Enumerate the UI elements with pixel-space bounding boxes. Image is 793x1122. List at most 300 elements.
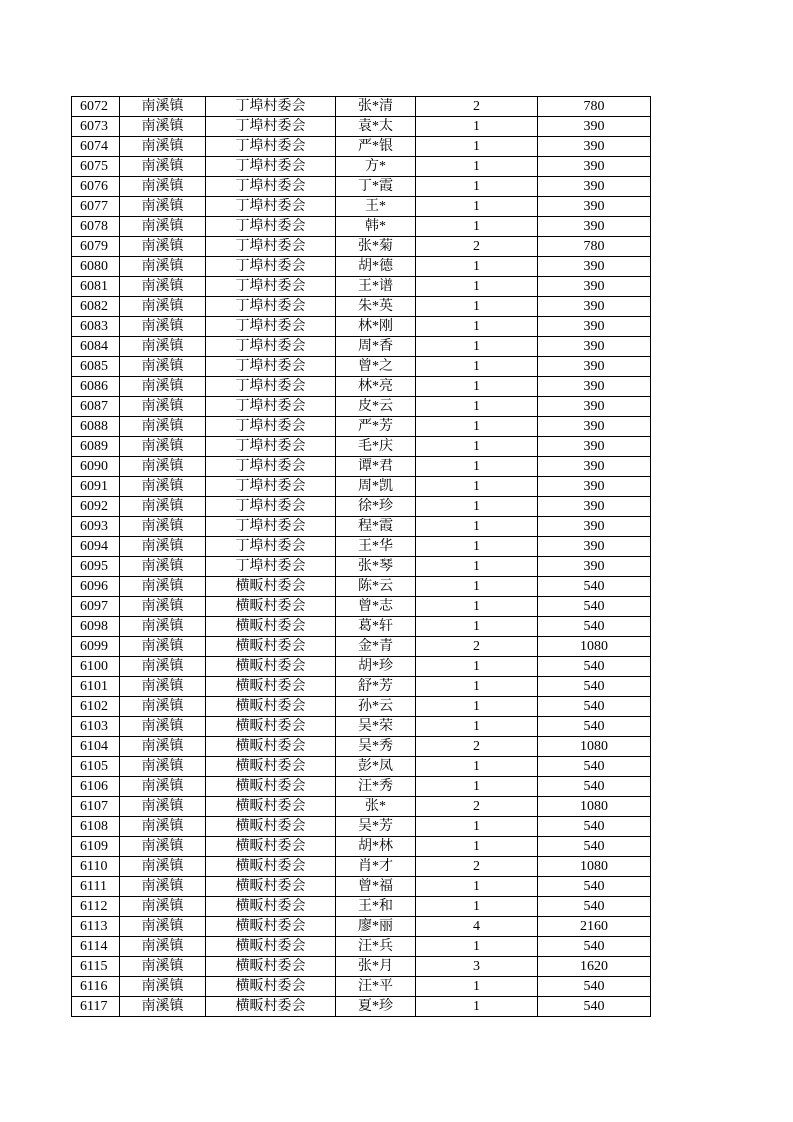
- count-cell: 1: [416, 177, 538, 197]
- town-cell: 南溪镇: [120, 917, 206, 937]
- row-number-cell: 6096: [72, 577, 120, 597]
- name-cell: 王*和: [336, 897, 416, 917]
- village-committee-cell: 横畈村委会: [206, 817, 336, 837]
- town-cell: 南溪镇: [120, 697, 206, 717]
- count-cell: 1: [416, 137, 538, 157]
- town-cell: 南溪镇: [120, 837, 206, 857]
- town-cell: 南溪镇: [120, 217, 206, 237]
- amount-cell: 540: [538, 877, 651, 897]
- name-cell: 葛*轩: [336, 617, 416, 637]
- name-cell: 曾*之: [336, 357, 416, 377]
- town-cell: 南溪镇: [120, 237, 206, 257]
- count-cell: 1: [416, 337, 538, 357]
- town-cell: 南溪镇: [120, 557, 206, 577]
- town-cell: 南溪镇: [120, 397, 206, 417]
- row-number-cell: 6080: [72, 257, 120, 277]
- amount-cell: 540: [538, 977, 651, 997]
- row-number-cell: 6117: [72, 997, 120, 1017]
- count-cell: 2: [416, 97, 538, 117]
- village-committee-cell: 丁埠村委会: [206, 317, 336, 337]
- table-row: [72, 637, 651, 657]
- row-number-cell: 6082: [72, 297, 120, 317]
- row-number-cell: 6076: [72, 177, 120, 197]
- table-row: [72, 777, 651, 797]
- row-number-cell: 6112: [72, 897, 120, 917]
- town-cell: 南溪镇: [120, 797, 206, 817]
- amount-cell: 1620: [538, 957, 651, 977]
- village-committee-cell: 丁埠村委会: [206, 277, 336, 297]
- amount-cell: 780: [538, 97, 651, 117]
- amount-cell: 390: [538, 377, 651, 397]
- table-row: [72, 377, 651, 397]
- amount-cell: 540: [538, 897, 651, 917]
- amount-cell: 540: [538, 997, 651, 1017]
- table-row: [72, 277, 651, 297]
- row-number-cell: 6098: [72, 617, 120, 637]
- amount-cell: 540: [538, 697, 651, 717]
- amount-cell: 390: [538, 497, 651, 517]
- town-cell: 南溪镇: [120, 157, 206, 177]
- count-cell: 2: [416, 737, 538, 757]
- amount-cell: 390: [538, 217, 651, 237]
- table-row: [72, 877, 651, 897]
- count-cell: 1: [416, 417, 538, 437]
- name-cell: 严*芳: [336, 417, 416, 437]
- village-committee-cell: 丁埠村委会: [206, 557, 336, 577]
- town-cell: 南溪镇: [120, 117, 206, 137]
- row-number-cell: 6100: [72, 657, 120, 677]
- amount-cell: 1080: [538, 857, 651, 877]
- town-cell: 南溪镇: [120, 817, 206, 837]
- table-row: [72, 337, 651, 357]
- village-committee-cell: 丁埠村委会: [206, 517, 336, 537]
- village-committee-cell: 丁埠村委会: [206, 197, 336, 217]
- row-number-cell: 6091: [72, 477, 120, 497]
- name-cell: 汪*平: [336, 977, 416, 997]
- count-cell: 1: [416, 377, 538, 397]
- row-number-cell: 6108: [72, 817, 120, 837]
- town-cell: 南溪镇: [120, 577, 206, 597]
- count-cell: 1: [416, 717, 538, 737]
- town-cell: 南溪镇: [120, 277, 206, 297]
- amount-cell: 780: [538, 237, 651, 257]
- amount-cell: 390: [538, 477, 651, 497]
- name-cell: 胡*德: [336, 257, 416, 277]
- village-committee-cell: 横畈村委会: [206, 757, 336, 777]
- table-body: [72, 97, 651, 1017]
- town-cell: 南溪镇: [120, 297, 206, 317]
- table-row: [72, 857, 651, 877]
- table-row: [72, 677, 651, 697]
- count-cell: 1: [416, 897, 538, 917]
- count-cell: 1: [416, 777, 538, 797]
- count-cell: 1: [416, 117, 538, 137]
- village-committee-cell: 丁埠村委会: [206, 497, 336, 517]
- name-cell: 严*银: [336, 137, 416, 157]
- town-cell: 南溪镇: [120, 197, 206, 217]
- name-cell: 张*: [336, 797, 416, 817]
- count-cell: 1: [416, 937, 538, 957]
- row-number-cell: 6111: [72, 877, 120, 897]
- row-number-cell: 6083: [72, 317, 120, 337]
- name-cell: 汪*秀: [336, 777, 416, 797]
- town-cell: 南溪镇: [120, 257, 206, 277]
- village-committee-cell: 丁埠村委会: [206, 337, 336, 357]
- town-cell: 南溪镇: [120, 937, 206, 957]
- row-number-cell: 6092: [72, 497, 120, 517]
- village-committee-cell: 丁埠村委会: [206, 137, 336, 157]
- data-table: [71, 96, 651, 1017]
- town-cell: 南溪镇: [120, 497, 206, 517]
- name-cell: 袁*太: [336, 117, 416, 137]
- row-number-cell: 6093: [72, 517, 120, 537]
- town-cell: 南溪镇: [120, 417, 206, 437]
- amount-cell: 390: [538, 537, 651, 557]
- village-committee-cell: 横畈村委会: [206, 717, 336, 737]
- table-row: [72, 897, 651, 917]
- town-cell: 南溪镇: [120, 617, 206, 637]
- count-cell: 1: [416, 217, 538, 237]
- village-committee-cell: 横畈村委会: [206, 697, 336, 717]
- name-cell: 王*谱: [336, 277, 416, 297]
- village-committee-cell: 横畈村委会: [206, 857, 336, 877]
- count-cell: 2: [416, 857, 538, 877]
- village-committee-cell: 横畈村委会: [206, 897, 336, 917]
- row-number-cell: 6101: [72, 677, 120, 697]
- count-cell: 4: [416, 917, 538, 937]
- village-committee-cell: 丁埠村委会: [206, 457, 336, 477]
- table-row: [72, 957, 651, 977]
- name-cell: 曾*福: [336, 877, 416, 897]
- count-cell: 1: [416, 257, 538, 277]
- count-cell: 1: [416, 397, 538, 417]
- table-row: [72, 197, 651, 217]
- village-committee-cell: 横畈村委会: [206, 657, 336, 677]
- amount-cell: 1080: [538, 797, 651, 817]
- row-number-cell: 6079: [72, 237, 120, 257]
- name-cell: 彭*凤: [336, 757, 416, 777]
- row-number-cell: 6073: [72, 117, 120, 137]
- town-cell: 南溪镇: [120, 377, 206, 397]
- village-committee-cell: 丁埠村委会: [206, 157, 336, 177]
- amount-cell: 390: [538, 297, 651, 317]
- name-cell: 汪*兵: [336, 937, 416, 957]
- row-number-cell: 6086: [72, 377, 120, 397]
- name-cell: 方*: [336, 157, 416, 177]
- amount-cell: 540: [538, 937, 651, 957]
- count-cell: 1: [416, 537, 538, 557]
- village-committee-cell: 丁埠村委会: [206, 417, 336, 437]
- table-row: [72, 297, 651, 317]
- town-cell: 南溪镇: [120, 897, 206, 917]
- row-number-cell: 6075: [72, 157, 120, 177]
- town-cell: 南溪镇: [120, 737, 206, 757]
- village-committee-cell: 横畈村委会: [206, 617, 336, 637]
- table-row: [72, 417, 651, 437]
- row-number-cell: 6078: [72, 217, 120, 237]
- name-cell: 皮*云: [336, 397, 416, 417]
- name-cell: 王*华: [336, 537, 416, 557]
- name-cell: 陈*云: [336, 577, 416, 597]
- table-row: [72, 457, 651, 477]
- amount-cell: 390: [538, 257, 651, 277]
- count-cell: 1: [416, 757, 538, 777]
- row-number-cell: 6081: [72, 277, 120, 297]
- village-committee-cell: 横畈村委会: [206, 577, 336, 597]
- row-number-cell: 6089: [72, 437, 120, 457]
- name-cell: 廖*丽: [336, 917, 416, 937]
- name-cell: 吴*秀: [336, 737, 416, 757]
- table-row: [72, 157, 651, 177]
- name-cell: 周*香: [336, 337, 416, 357]
- amount-cell: 390: [538, 317, 651, 337]
- town-cell: 南溪镇: [120, 477, 206, 497]
- count-cell: 1: [416, 817, 538, 837]
- table-row: [72, 357, 651, 377]
- town-cell: 南溪镇: [120, 777, 206, 797]
- count-cell: 1: [416, 457, 538, 477]
- row-number-cell: 6104: [72, 737, 120, 757]
- amount-cell: 540: [538, 617, 651, 637]
- amount-cell: 540: [538, 757, 651, 777]
- village-committee-cell: 横畈村委会: [206, 957, 336, 977]
- village-committee-cell: 横畈村委会: [206, 917, 336, 937]
- row-number-cell: 6110: [72, 857, 120, 877]
- name-cell: 朱*英: [336, 297, 416, 317]
- town-cell: 南溪镇: [120, 997, 206, 1017]
- village-committee-cell: 丁埠村委会: [206, 97, 336, 117]
- row-number-cell: 6085: [72, 357, 120, 377]
- count-cell: 1: [416, 977, 538, 997]
- village-committee-cell: 丁埠村委会: [206, 217, 336, 237]
- village-committee-cell: 横畈村委会: [206, 777, 336, 797]
- table-row: [72, 937, 651, 957]
- row-number-cell: 6107: [72, 797, 120, 817]
- amount-cell: 540: [538, 657, 651, 677]
- amount-cell: 390: [538, 157, 651, 177]
- table-row: [72, 837, 651, 857]
- name-cell: 舒*芳: [336, 677, 416, 697]
- count-cell: 1: [416, 437, 538, 457]
- amount-cell: 390: [538, 337, 651, 357]
- name-cell: 丁*霞: [336, 177, 416, 197]
- name-cell: 程*霞: [336, 517, 416, 537]
- row-number-cell: 6105: [72, 757, 120, 777]
- amount-cell: 2160: [538, 917, 651, 937]
- count-cell: 1: [416, 477, 538, 497]
- amount-cell: 1080: [538, 737, 651, 757]
- name-cell: 徐*珍: [336, 497, 416, 517]
- amount-cell: 540: [538, 677, 651, 697]
- row-number-cell: 6103: [72, 717, 120, 737]
- village-committee-cell: 横畈村委会: [206, 737, 336, 757]
- village-committee-cell: 丁埠村委会: [206, 377, 336, 397]
- table-row: [72, 477, 651, 497]
- amount-cell: 540: [538, 817, 651, 837]
- name-cell: 张*月: [336, 957, 416, 977]
- table-row: [72, 257, 651, 277]
- name-cell: 张*菊: [336, 237, 416, 257]
- row-number-cell: 6115: [72, 957, 120, 977]
- table-row: [72, 317, 651, 337]
- amount-cell: 390: [538, 137, 651, 157]
- row-number-cell: 6084: [72, 337, 120, 357]
- town-cell: 南溪镇: [120, 337, 206, 357]
- amount-cell: 390: [538, 197, 651, 217]
- table-row: [72, 577, 651, 597]
- count-cell: 1: [416, 657, 538, 677]
- row-number-cell: 6077: [72, 197, 120, 217]
- row-number-cell: 6090: [72, 457, 120, 477]
- name-cell: 王*: [336, 197, 416, 217]
- row-number-cell: 6102: [72, 697, 120, 717]
- amount-cell: 540: [538, 577, 651, 597]
- count-cell: 1: [416, 517, 538, 537]
- amount-cell: 540: [538, 717, 651, 737]
- row-number-cell: 6106: [72, 777, 120, 797]
- name-cell: 周*凯: [336, 477, 416, 497]
- name-cell: 张*清: [336, 97, 416, 117]
- table-row: [72, 217, 651, 237]
- village-committee-cell: 丁埠村委会: [206, 297, 336, 317]
- table-row: [72, 757, 651, 777]
- amount-cell: 390: [538, 457, 651, 477]
- amount-cell: 1080: [538, 637, 651, 657]
- town-cell: 南溪镇: [120, 597, 206, 617]
- amount-cell: 540: [538, 597, 651, 617]
- count-cell: 1: [416, 157, 538, 177]
- table-row: [72, 997, 651, 1017]
- table-row: [72, 657, 651, 677]
- amount-cell: 390: [538, 557, 651, 577]
- count-cell: 1: [416, 617, 538, 637]
- name-cell: 胡*珍: [336, 657, 416, 677]
- table-row: [72, 97, 651, 117]
- count-cell: 1: [416, 697, 538, 717]
- count-cell: 1: [416, 877, 538, 897]
- table-row: [72, 397, 651, 417]
- village-committee-cell: 丁埠村委会: [206, 477, 336, 497]
- village-committee-cell: 横畈村委会: [206, 837, 336, 857]
- name-cell: 张*琴: [336, 557, 416, 577]
- town-cell: 南溪镇: [120, 857, 206, 877]
- row-number-cell: 6097: [72, 597, 120, 617]
- count-cell: 2: [416, 637, 538, 657]
- count-cell: 1: [416, 837, 538, 857]
- town-cell: 南溪镇: [120, 877, 206, 897]
- table-row: [72, 237, 651, 257]
- village-committee-cell: 丁埠村委会: [206, 537, 336, 557]
- count-cell: 1: [416, 277, 538, 297]
- town-cell: 南溪镇: [120, 517, 206, 537]
- table-row: [72, 117, 651, 137]
- name-cell: 林*亮: [336, 377, 416, 397]
- town-cell: 南溪镇: [120, 657, 206, 677]
- table-row: [72, 177, 651, 197]
- village-committee-cell: 横畈村委会: [206, 937, 336, 957]
- amount-cell: 390: [538, 117, 651, 137]
- count-cell: 1: [416, 317, 538, 337]
- count-cell: 1: [416, 597, 538, 617]
- count-cell: 3: [416, 957, 538, 977]
- name-cell: 肖*才: [336, 857, 416, 877]
- table-row: [72, 517, 651, 537]
- table-row: [72, 557, 651, 577]
- row-number-cell: 6088: [72, 417, 120, 437]
- amount-cell: 540: [538, 777, 651, 797]
- table-row: [72, 497, 651, 517]
- name-cell: 胡*林: [336, 837, 416, 857]
- count-cell: 1: [416, 357, 538, 377]
- name-cell: 林*刚: [336, 317, 416, 337]
- count-cell: 1: [416, 557, 538, 577]
- row-number-cell: 6109: [72, 837, 120, 857]
- town-cell: 南溪镇: [120, 437, 206, 457]
- village-committee-cell: 丁埠村委会: [206, 357, 336, 377]
- count-cell: 2: [416, 237, 538, 257]
- row-number-cell: 6094: [72, 537, 120, 557]
- town-cell: 南溪镇: [120, 357, 206, 377]
- count-cell: 1: [416, 197, 538, 217]
- count-cell: 1: [416, 997, 538, 1017]
- amount-cell: 390: [538, 397, 651, 417]
- village-committee-cell: 横畈村委会: [206, 877, 336, 897]
- table-row: [72, 977, 651, 997]
- amount-cell: 390: [538, 517, 651, 537]
- village-committee-cell: 横畈村委会: [206, 637, 336, 657]
- name-cell: 吴*芳: [336, 817, 416, 837]
- table-row: [72, 437, 651, 457]
- table-row: [72, 617, 651, 637]
- village-committee-cell: 丁埠村委会: [206, 437, 336, 457]
- count-cell: 1: [416, 677, 538, 697]
- name-cell: 谭*君: [336, 457, 416, 477]
- village-committee-cell: 横畈村委会: [206, 677, 336, 697]
- village-committee-cell: 丁埠村委会: [206, 177, 336, 197]
- name-cell: 夏*珍: [336, 997, 416, 1017]
- amount-cell: 390: [538, 277, 651, 297]
- row-number-cell: 6113: [72, 917, 120, 937]
- village-committee-cell: 横畈村委会: [206, 797, 336, 817]
- village-committee-cell: 横畈村委会: [206, 997, 336, 1017]
- name-cell: 吴*荣: [336, 717, 416, 737]
- name-cell: 金*青: [336, 637, 416, 657]
- table-row: [72, 597, 651, 617]
- village-committee-cell: 丁埠村委会: [206, 237, 336, 257]
- amount-cell: 390: [538, 437, 651, 457]
- name-cell: 毛*庆: [336, 437, 416, 457]
- amount-cell: 540: [538, 837, 651, 857]
- table-row: [72, 737, 651, 757]
- name-cell: 韩*: [336, 217, 416, 237]
- town-cell: 南溪镇: [120, 317, 206, 337]
- row-number-cell: 6116: [72, 977, 120, 997]
- town-cell: 南溪镇: [120, 957, 206, 977]
- row-number-cell: 6114: [72, 937, 120, 957]
- table-row: [72, 917, 651, 937]
- town-cell: 南溪镇: [120, 177, 206, 197]
- village-committee-cell: 横畈村委会: [206, 977, 336, 997]
- town-cell: 南溪镇: [120, 977, 206, 997]
- row-number-cell: 6072: [72, 97, 120, 117]
- row-number-cell: 6074: [72, 137, 120, 157]
- count-cell: 2: [416, 797, 538, 817]
- town-cell: 南溪镇: [120, 97, 206, 117]
- count-cell: 1: [416, 497, 538, 517]
- table-row: [72, 817, 651, 837]
- village-committee-cell: 丁埠村委会: [206, 397, 336, 417]
- town-cell: 南溪镇: [120, 677, 206, 697]
